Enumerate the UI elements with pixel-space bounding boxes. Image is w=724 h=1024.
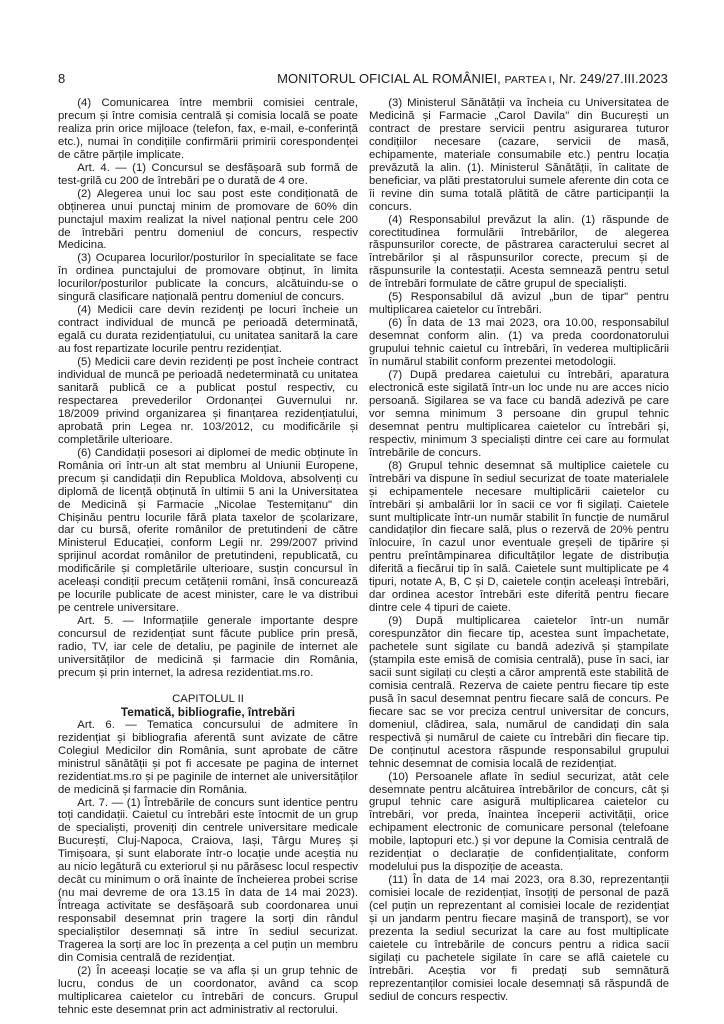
paragraphs-before-chapter [58, 97, 358, 680]
chapter-number: CAPITOLUL II [172, 692, 244, 705]
paragraph: (9) După multiplicarea caietelor într-un număr corespunzător din fiecare tip, acestea sunt împachetate, pachetele sunt sigilate cu bandă adezivă și ștampilate (ștampila este emisă de comisia centrală), puse în saci, iar sacii sunt sigilați cu clești a căror amprentă este stabilită de comisia centrală. Rezerva de caiete pentru fiecare tip este pusă în sacul desemnat pentru fiecare sală de concurs. Pe fiecare sac se vor preciza centrul universitar de concurs, domeniul, clădirea, sala, numărul de candidați din sala respectivă și numărul de caiete cu întrebări din fiecare tip. De conținutul acestora răspunde responsabilul grupului tehnic desemnat de comisia locală de rezidențiat. [369, 615, 669, 770]
paragraphs-after-chapter [58, 719, 358, 1017]
page-header [58, 71, 668, 89]
paragraph: (2) În aceeași locație se va afla și un grup tehnic de lucru, condus de un coordonator, având ca scop multiplicarea caietelor cu întrebări de concurs. Grupul tehnic este desemnat prin act administrativ al rectorului. [58, 964, 358, 1016]
paragraph: Art. 4. — (1) Concursul se desfășoară sub formă de test-grilă cu 200 de întrebări pe o durată de 4 ore. [58, 161, 358, 187]
paragraph: Art. 6. — Tematica concursului de admitere în rezidențiat și bibliografia aferentă sunt avizate de către Colegiul Medicilor din România, sunt aprobate de către ministrul sănătății și pot fi accesate pe pagina de internet rezidentiat.ms.ro și pe paginile de internet ale universităților de medicină și farmacie din România. [58, 718, 358, 796]
paragraph: (3) Ocuparea locurilor/posturilor în specialitate se face în ordinea punctajului de promovare obținut, în limita locurilor/posturilor publicate la concurs, alcătuindu-se o singură clasificare națională pentru domeniul de concurs. [58, 252, 358, 304]
paragraph: (3) Ministerul Sănătății va încheia cu Universitatea de Medicină și Farmacie „Carol Davila" din București un contract de prestare servicii pentru asigurarea tuturor condițiilor necesare (cazare, servicii de masă, echipamente, materiale consumabile etc.) pentru locația prevăzută la alin. (1). Ministerul Sănătății, în calitate de beneficiar, va plăti prestatorului sumele aferente din cota ce îi revine din suma totală plătită de către participanții la concurs. [369, 97, 669, 213]
right-paragraphs [369, 97, 669, 1004]
paragraph: Art. 7. — (1) Întrebările de concurs sunt identice pentru toți candidații. Caietul cu întrebări este întocmit de un grup de specialiști, proveniți din centrele universitare medicale București, Cluj-Napoca, Craiova, Iași, Târgu Mureș și Timișoara, și sunt elaborate într-o locație unde aceștia nu au nicio legătură cu exteriorul și nu părăsesc locul respectiv decât cu minimum o oră înainte de încheierea probei scrise (nu mai devreme de ora 13.15 în data de 14 mai 2023). Întreaga activitate se desfășoară sub coordonarea unui responsabil desemnat prin tragere la sorți din rândul specialiștilor desemnați să intre în sediul securizat. Tragerea la sorți are loc în prezența a cel puțin un membru din Comisia centrală de rezidențiat. [58, 796, 358, 964]
paragraph: (10) Persoanele aflate în sediul securizat, atât cele desemnate pentru alcătuirea întrebărilor de concurs, cât și grupul tehnic care asigură multiplicarea caietelor cu întrebări, vor preda, înaintea începerii activității, orice echipament electronic de comunicare personal (telefoane mobile, laptopuri etc.) și vor depune la Comisia centrală de rezidențiat o declarație de confidențialitate, conform modelului pus la dispoziție de aceasta. [369, 770, 669, 874]
paragraph: (7) După predarea caietului cu întrebări, aparatura electronică este sigilată într-un loc unde nu are acces nicio persoană. Sigilarea se va face cu bandă adezivă pe care vor semna minimum 3 persoane din grupul tehnic desemnat pentru multiplicarea caietelor cu întrebări și, respectiv, minimum 3 specialiști dintre cei care au formulat întrebările de concurs. [369, 369, 669, 459]
right-column [369, 97, 669, 1004]
paragraph: (4) Comunicarea între membrii comisiei centrale, precum și între comisia centrală și comisia locală se poate realiza prin orice mijloace (telefon, fax, e-mail, e-conferință etc.), numai în condițiile confirmării primirii corespondenței de către părțile implicate. [58, 97, 358, 161]
publication-title: MONITORUL OFICIAL AL ROMÂNIEI, PARTEA I, Nr. 249/27.III.2023 [277, 71, 668, 86]
left-column [58, 97, 358, 1017]
paragraph: Art. 5. — Informațiile generale importante despre concursul de rezidențiat sunt făcute publice prin presă, radio, TV, iar cele de detaliu, pe paginile de internet ale universităților de medicină și farmacie din România, precum și prin internet, la adresa rezidentiat.ms.ro. [58, 615, 358, 679]
paragraph: (6) Candidații posesori ai diplomei de medic obținute în România ori într-un alt stat membru al Uniunii Europene, precum și candidații din Republica Moldova, absolvenți cu diplomă de licență obținută în ultimii 5 ani la Universitatea de Medicină și Farmacie „Nicolae Testemițanu" din Chișinău pentru locurile fără plata taxelor de școlarizare, dar cu bursă, oferite românilor de pretutindeni de către Ministerul Educației, conform Legii nr. 299/2007 privind sprijinul acordat românilor de pretutindeni, republicată, cu modificările și completările ulterioare, susțin concursul în aceleași condiții precum cetățenii români, însă concurează pe locurile publicate de acest minister, care le va distribui pe centrele universitare. [58, 446, 358, 615]
chapter-heading [58, 693, 358, 719]
paragraph: (6) În data de 13 mai 2023, ora 10.00, responsabilul desemnat conform alin. (1) va preda coordonatorului grupului tehnic caietul cu întrebări, în vederea multiplicării în numărul stabilit conform prezentei metodologii. [369, 317, 669, 369]
paragraph: (5) Medicii care devin rezidenți pe post încheie contract individual de muncă pe perioadă nedeterminată cu unitatea sanitară publică ce a publicat postul respectiv, cu respectarea prevederilor Ordonanței Guvernului nr. 18/2009 privind organizarea și finanțarea rezidențiatului, aprobată prin Legea nr. 103/2012, cu modificările și completările ulterioare. [58, 356, 358, 446]
paragraph: (11) În data de 14 mai 2023, ora 8.30, reprezentanții comisiei locale de rezidențiat, însoțiți de personal de pază (cel puțin un reprezentant al comisiei locale de rezidențiat și un jandarm pentru fiecare mașină de transport), se vor prezenta la sediul securizat la care au fost multiplicate caietele cu întrebările de concurs pentru a ridica sacii sigilați cu pachetele sigilate în care se află caietele cu întrebări. Aceștia vor fi predați sub semnătură reprezentanților comisiei locale desemnați să răspundă de sediul de concurs respectiv. [369, 874, 669, 1003]
paragraph: (4) Responsabilul prevăzut la alin. (1) răspunde de corectitudinea formulării întrebărilor, de alegerea răspunsurilor corecte, de păstrarea caracterului secret al întrebărilor și al răspunsurilor corecte, precum și de răspunsurile la contestații. Acesta semnează pentru setul de întrebări formulate de către grupul de specialiști. [369, 213, 669, 291]
chapter-title: Tematică, bibliografie, întrebări [120, 704, 296, 719]
paragraph: (8) Grupul tehnic desemnat să multiplice caietele cu întrebări va dispune în sediul securizat de toate materialele și echipamentele necesare multiplicării caietelor cu întrebări și ambalării lor în sacii ce vor fi sigilați. Caietele sunt multiplicate într-un număr stabilit în funcție de numărul candidaților din fiecare sală, plus o rezervă de 20% pentru înlocuire, în cazul unor eventuale greșeli de tipărire și pentru preîntâmpinarea dificultăților legate de distribuția diferită a fiecărui tip în sală. Caietele sunt multiplicate pe 4 tipuri, notate A, B, C și D, caietele conțin aceleași întrebări, dar ordinea acestor întrebări este diferită pentru fiecare dintre cele 4 tipuri de caiete. [369, 459, 669, 615]
paragraph: (5) Responsabilul dă avizul „bun de tipar" pentru multiplicarea caietelor cu întrebări. [369, 291, 669, 317]
paragraph: (4) Medicii care devin rezidenți pe locuri încheie un contract individual de muncă pe perioadă determinată, egală cu durata rezidențiatului, cu unitatea sanitară la care au fost repartizate locurile pentru rezidențiat. [58, 304, 358, 356]
page-number: 8 [58, 71, 66, 86]
paragraph: (2) Alegerea unui loc sau post este condiționată de obținerea unui punctaj minim de promovare de 60% din punctajul maxim realizat la nivel național pentru cele 200 de întrebări pentru domeniul de concurs, respectiv Medicina. [58, 187, 358, 252]
